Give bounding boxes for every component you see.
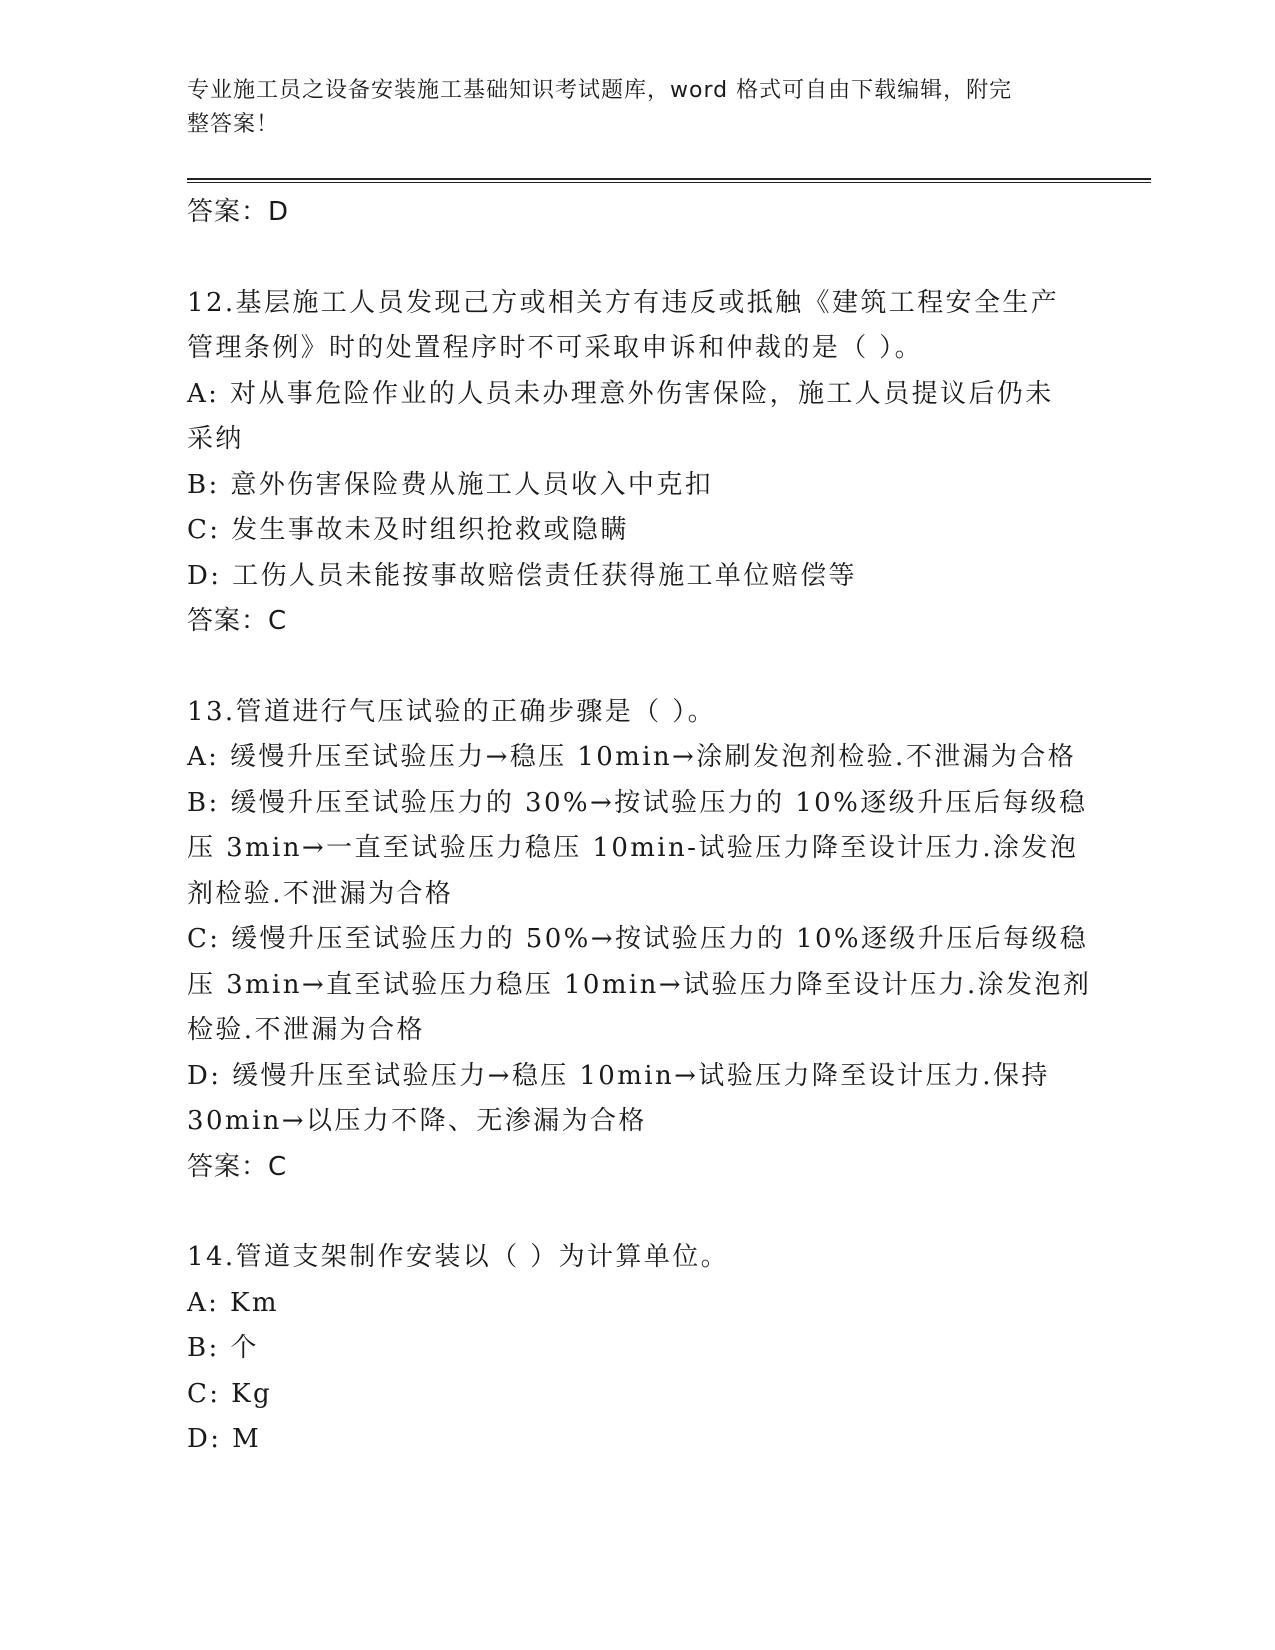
header-title-line-2: 整答案！ <box>187 112 280 137</box>
option-b: B: 缓慢升压至试验压力的 30%→按试验压力的 10%逐级升压后每级稳 <box>187 787 1088 818</box>
question-14 <box>187 1235 1087 1463</box>
option-d: D: M <box>187 1424 262 1454</box>
option-b: B: 个 <box>187 1333 259 1363</box>
option-c-continued: 压 3min→直至试验压力稳压 10min→试验压力降至设计压力.涂发泡剂 <box>187 969 1092 1000</box>
option-c: C: 缓慢升压至试验压力的 50%→按试验压力的 10%逐级升压后每级稳 <box>187 924 1089 954</box>
question-13 <box>187 690 1092 1191</box>
question-stem-line: 12.基层施工人员发现己方或相关方有违反或抵触《建筑工程安全生产 <box>187 287 1060 318</box>
answer: 答案：C <box>187 606 288 636</box>
option-b: B: 意外伤害保险费从施工人员收入中克扣 <box>187 469 714 500</box>
option-d-continued: 30min→以压力不降、无渗漏为合格 <box>187 1106 647 1136</box>
option-b-continued: 剂检验.不泄漏为合格 <box>187 878 454 909</box>
option-d: D: 缓慢升压至试验压力→稳压 10min→试验压力降至设计压力.保持 <box>187 1060 1050 1091</box>
header-title-line-1: 专业施工员之设备安装施工基础知识考试题库，word 格式可自由下载编辑，附完 <box>187 78 1013 103</box>
option-c: C: 发生事故未及时组织抢救或隐瞒 <box>187 515 629 545</box>
question-stem-line: 13.管道进行气压试验的正确步骤是（ ）。 <box>187 696 717 727</box>
question-stem-line: 14.管道支架制作安装以（ ）为计算单位。 <box>187 1242 730 1272</box>
question-12 <box>187 281 1087 645</box>
document-body <box>187 190 1092 1463</box>
option-a-continued: 采纳 <box>187 424 244 454</box>
header-divider <box>187 178 1151 183</box>
option-d: D: 工伤人员未能按事故赔偿责任获得施工单位赔偿等 <box>187 560 857 591</box>
option-a: A: 缓慢升压至试验压力→稳压 10min→涂刷发泡剂检验.不泄漏为合格 <box>187 742 1077 772</box>
option-c-continued: 检验.不泄漏为合格 <box>187 1015 425 1045</box>
option-a: A: 对从事危险作业的人员未办理意外伤害保险，施工人员提议后仍未 <box>187 378 1054 409</box>
option-c: C: Kg <box>187 1378 272 1409</box>
option-b-continued: 压 3min→一直至试验压力稳压 10min-试验压力降至设计压力.涂发泡 <box>187 833 1079 863</box>
question-stem-line: 管理条例》时的处置程序时不可采取申诉和仲裁的是（ ）。 <box>187 333 924 363</box>
page-header <box>187 74 1067 142</box>
option-a: A: Km <box>187 1287 279 1318</box>
previous-answer: 答案：D <box>187 197 290 227</box>
answer: 答案：C <box>187 1151 288 1182</box>
